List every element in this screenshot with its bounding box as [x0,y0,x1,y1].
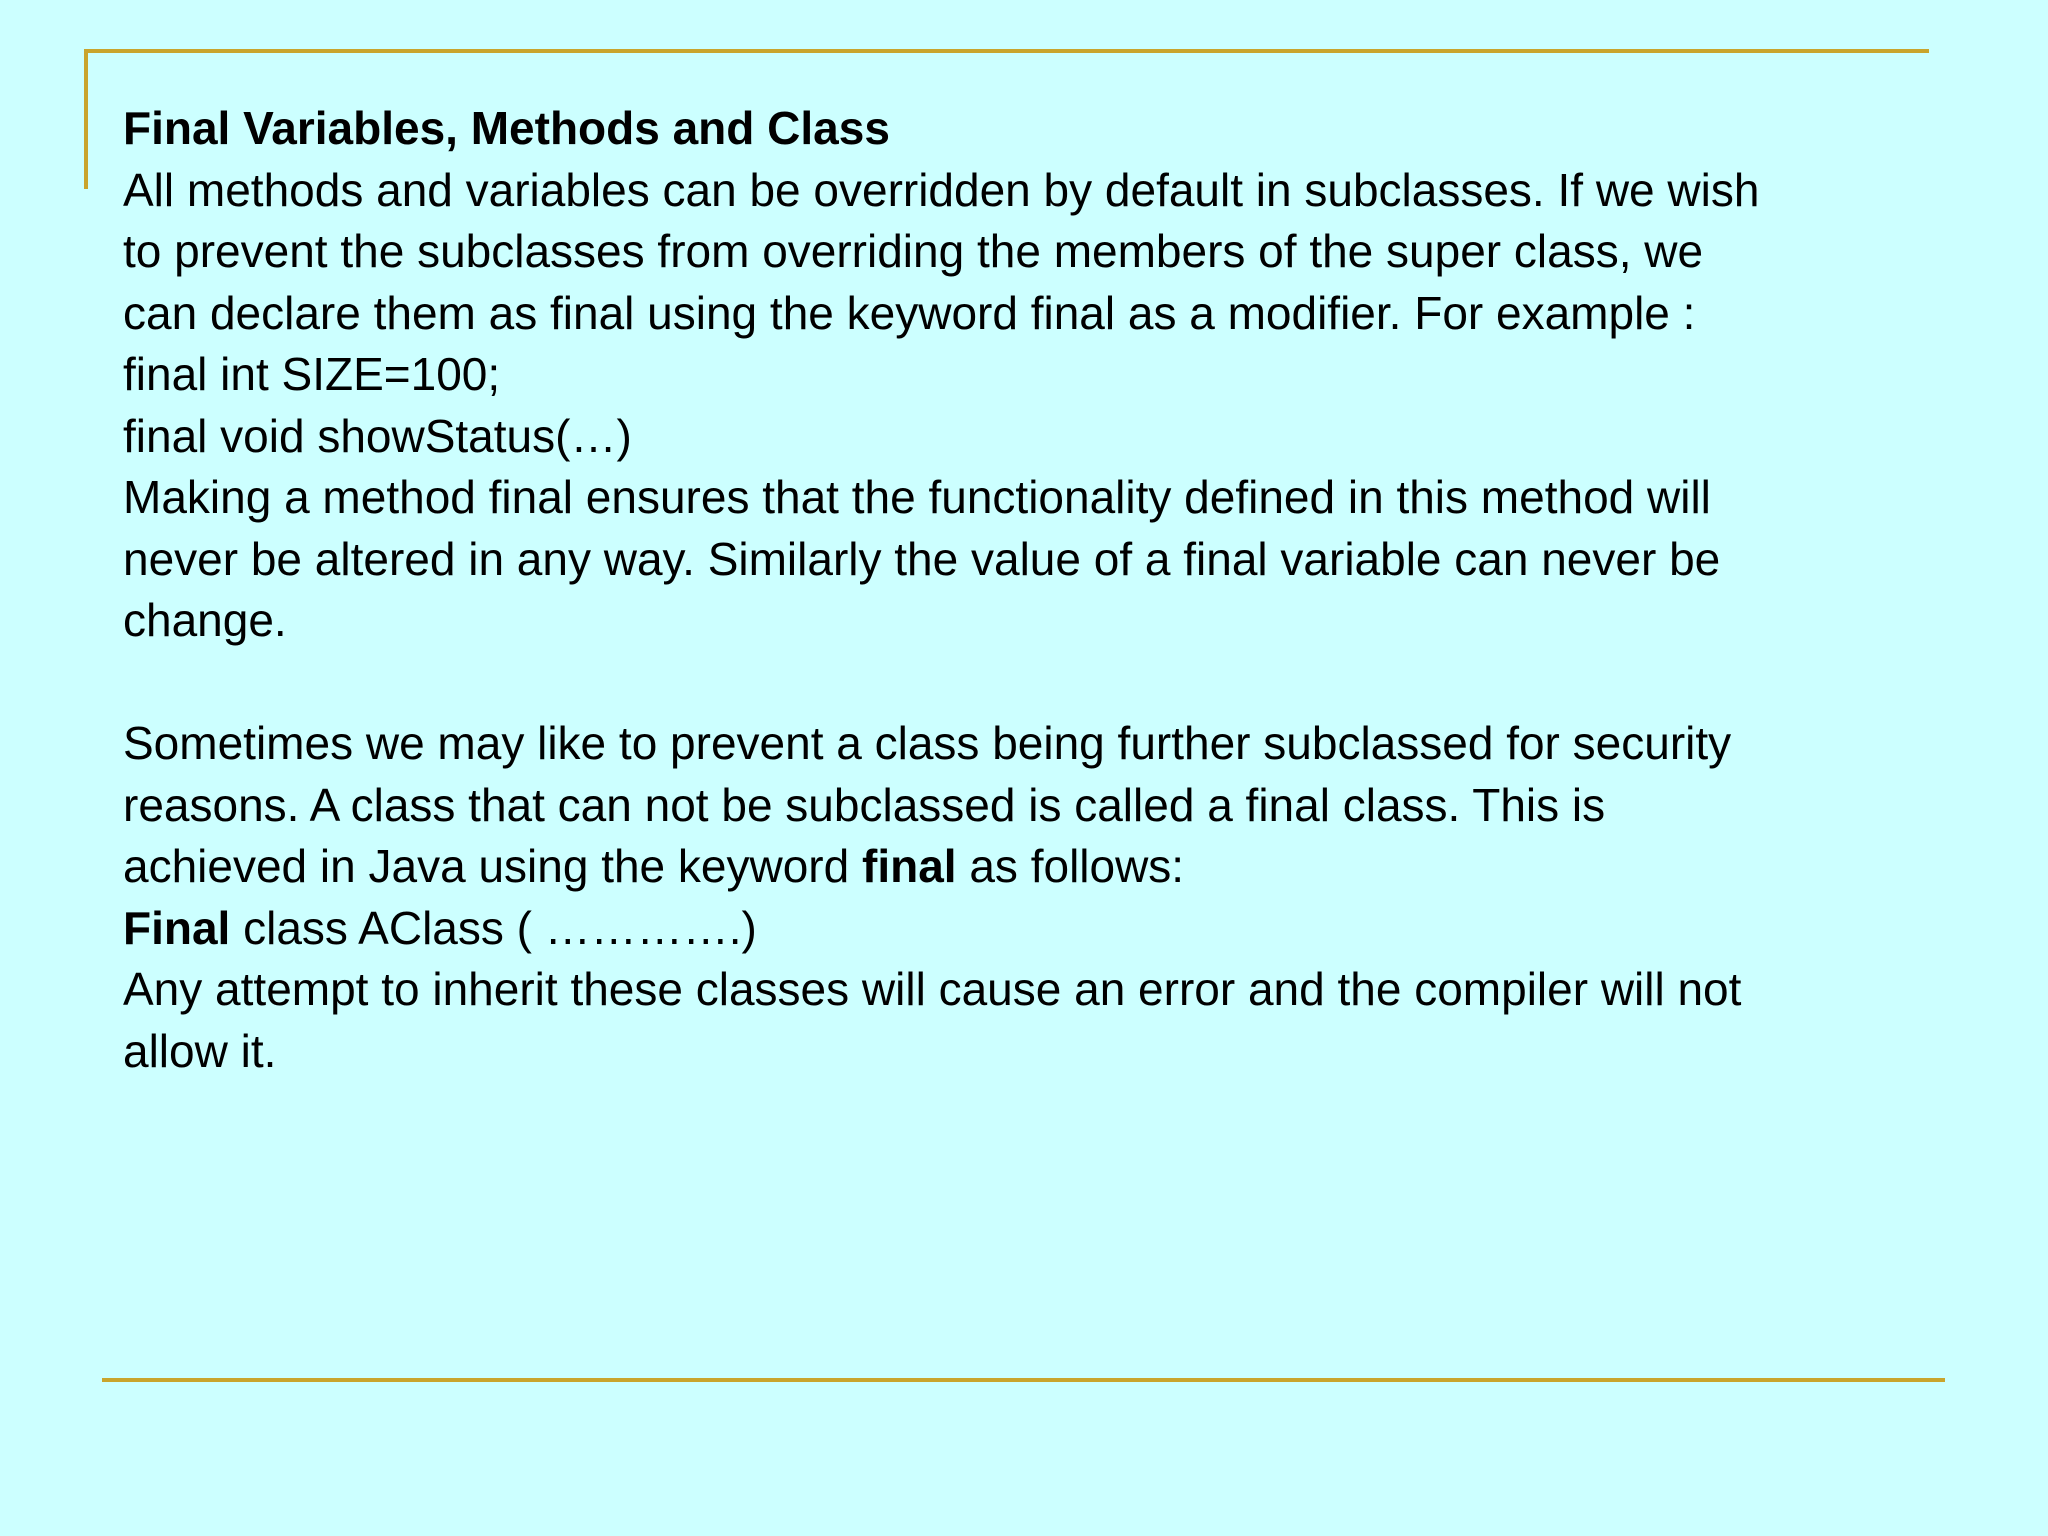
paragraph-1-line-2: to prevent the subclasses from overriding the members of the super class, we [123,225,1704,277]
paragraph-3-line-1: Sometimes we may like to prevent a class being further subclassed for security [123,717,1732,769]
code-example-variable: final int SIZE=100; [123,348,501,400]
code-example-class-rest: class AClass ( ………….) [230,901,757,954]
paragraph-gap [123,652,1953,714]
paragraph-4-line-1: Any attempt to inherit these classes will cause an error and the compiler will not [123,963,1742,1015]
paragraph-3-line-3-suffix: as follows: [956,840,1185,892]
paragraph-3-line-3-prefix: achieved in Java using the keyword [123,840,862,892]
paragraph-2-line-2: never be altered in any way. Similarly the value of a final variable can never be [123,532,1721,585]
bottom-rule [102,1378,1945,1382]
paragraph-3-line-3 [123,836,1953,898]
paragraph-1-line-3: can declare them as final using the keyword final as a modifier. For example : [123,286,1696,339]
left-rule [84,49,88,189]
paragraph-1-line-1: All methods and variables can be overridden by default in subclasses. If we wish [123,163,1760,216]
paragraph-2-line-1: Making a method final ensures that the functionality defined in this method will [123,471,1711,523]
slide-title: Final Variables, Methods and Class [123,102,890,154]
code-example-class [123,898,1953,960]
top-rule [84,49,1929,53]
code-example-method: final void showStatus(…) [123,409,632,462]
keyword-final-class: Final [123,901,231,954]
slide-body [123,98,1953,1082]
keyword-final: final [862,840,957,892]
paragraph-3-line-2: reasons. A class that can not be subclassed is called a final class. This is [123,778,1606,831]
paragraph-4-line-2: allow it. [123,1024,277,1077]
paragraph-2-line-3: change. [123,594,287,646]
